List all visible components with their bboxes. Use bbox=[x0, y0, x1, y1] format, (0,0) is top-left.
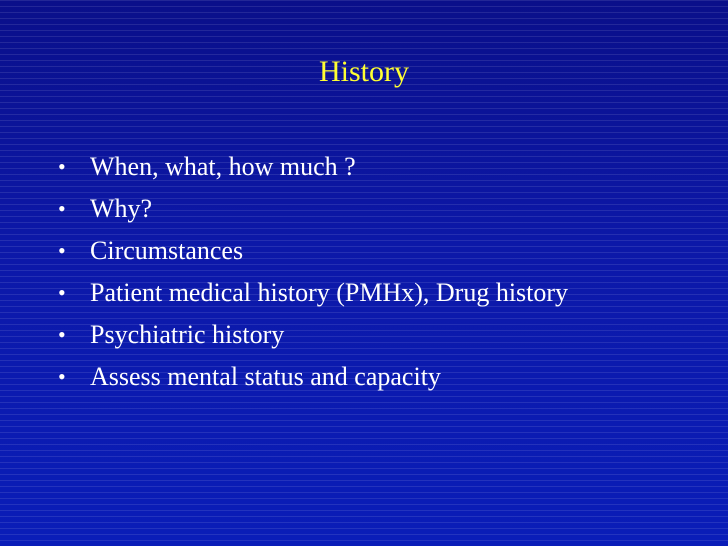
slide-title: History bbox=[319, 55, 409, 88]
bullet-text: Psychiatric history bbox=[90, 320, 285, 349]
list-item bbox=[52, 276, 652, 309]
bullet-icon: • bbox=[58, 280, 66, 305]
list-item bbox=[52, 192, 652, 225]
bullet-list bbox=[52, 150, 652, 402]
list-item bbox=[52, 360, 652, 393]
bullet-text: Circumstances bbox=[90, 236, 244, 265]
bullet-text: Patient medical history (PMHx), Drug history bbox=[90, 278, 569, 307]
bullet-icon: • bbox=[58, 238, 66, 263]
bullet-icon: • bbox=[58, 196, 66, 221]
bullet-text: Why? bbox=[90, 194, 153, 223]
list-item bbox=[52, 150, 652, 183]
list-item bbox=[52, 234, 652, 267]
bullet-text: Assess mental status and capacity bbox=[90, 362, 441, 391]
bullet-icon: • bbox=[58, 322, 66, 347]
bullet-icon: • bbox=[58, 154, 66, 179]
bullet-icon: • bbox=[58, 364, 66, 389]
list-item bbox=[52, 318, 652, 351]
bullet-text: When, what, how much ? bbox=[90, 152, 356, 181]
